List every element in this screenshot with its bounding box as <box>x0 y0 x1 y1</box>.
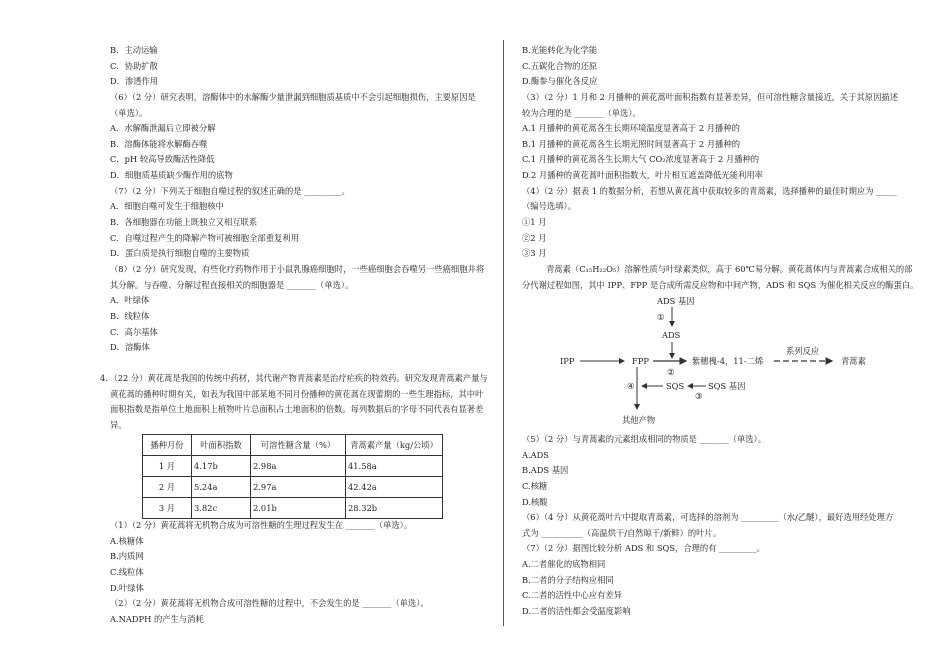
text-line: A.二者催化的底物相同 <box>522 559 606 570</box>
column-divider <box>503 40 504 626</box>
table-header: 可溶性糖含量（%） <box>251 435 346 456</box>
sqs-gene-label: SQS 基因 <box>708 381 746 391</box>
text-line: C．自噬过程产生的降解产物可被细胞全部重复利用 <box>110 232 299 243</box>
text-line: C.五碳化合物的还原 <box>522 60 598 71</box>
table-cell: 1 月 <box>143 456 192 477</box>
ads-label: ADS <box>662 330 681 340</box>
text-line: （6）（2 分）研究表明，溶酶体中的水解酶少量泄漏到细胞质基质中不会引起细胞损伤，主要原因是 <box>110 91 476 102</box>
text-line: C.二者的活性中心应有差异 <box>522 590 622 601</box>
text-line: （7）（2 分）下列关于细胞自噬过程的叙述正确的是 _________。 <box>110 185 350 196</box>
text-line: B.二者的分子结构应相同 <box>522 574 614 585</box>
text-line: A．细胞自噬可发生于细胞核中 <box>110 201 224 212</box>
table-cell: 3.82c <box>192 498 251 519</box>
text-line: B.ADS 基因 <box>522 465 569 476</box>
right-column-block-1 <box>522 43 898 262</box>
table-cell: 5.24a <box>192 477 251 498</box>
text-line: 较为合理的是 _______（单选）。 <box>522 107 641 118</box>
table-cell: 2.98a <box>251 456 346 477</box>
text-line: B.1 月播种的黄花蒿各生长期光照时间显著高于 2 月播种的 <box>522 138 741 149</box>
text-line: D.酶参与催化各反应 <box>522 76 598 87</box>
text-line: （3）（2 分）1 月和 2 月播种的黄花蒿叶面积指数有显著差异，但可溶性糖含量接近，关于其原因描述 <box>522 91 898 102</box>
text-line: C.1 月播种的黄花蒿各生长期大气 CO₂浓度显著高于 2 月播种的 <box>522 154 760 165</box>
step-2-label: ② <box>667 367 675 377</box>
text-line: ③3 月 <box>522 248 547 259</box>
text-line: C．高尔基体 <box>110 326 158 337</box>
left-column-block-1 <box>110 43 484 356</box>
text-line: A.NADPH 的产生与消耗 <box>110 613 204 624</box>
text-line: A.核糖体 <box>110 535 144 546</box>
text-line: B．溶酶体能将水解酶吞噬 <box>110 138 208 149</box>
table-cell: 42.42a <box>346 477 443 498</box>
text-line: D．渗透作用 <box>110 76 159 87</box>
step-4-label: ④ <box>627 381 635 391</box>
text-line: 分代谢过程如图，其中 IPP、FPP 是合成所需反应物和中间产物，ADS 和 SQS 为催化相关反应的酶蛋白。 <box>522 279 919 290</box>
question-4-stem <box>100 371 488 434</box>
table-cell: 2 月 <box>143 477 192 498</box>
table-cell: 28.32b <box>346 498 443 519</box>
fpp-label: FPP <box>632 356 649 366</box>
text-line: 式为 __________（高温烘干/自然晾干/新鲜）的叶片。 <box>522 527 722 538</box>
text-line: D.核酸 <box>522 496 548 507</box>
text-line: （2）（2 分）黄花蒿将无机物合成可溶性糖的过程中，不会发生的是 _______（单选）。 <box>110 598 429 609</box>
text-line: （编号选填）。 <box>522 201 576 212</box>
text-line: B．主动运输 <box>110 45 158 55</box>
left-column-block-2 <box>110 518 429 627</box>
pathway-diagram <box>520 295 900 430</box>
data-table <box>142 434 443 519</box>
text-line: B.内质网 <box>110 551 144 562</box>
text-line: D.2 月播种的黄花蒿叶面积指数大，叶片相互遮盖降低光能利用率 <box>522 170 763 181</box>
text-line: D．蛋白质是执行细胞自噬的主要物质 <box>110 248 250 259</box>
ads-gene-label: ADS 基因 <box>657 296 695 306</box>
table-cell: 4.17b <box>192 456 251 477</box>
table-cell: 2.97a <box>251 477 346 498</box>
text-line: （4）（2 分）据表 1 的数据分析，若想从黄花蒿中获取较多的青蒿素，选择播种的最佳时期应为 _____ <box>522 185 897 196</box>
text-line: C．协助扩散 <box>110 60 158 71</box>
table-row <box>143 477 443 498</box>
text-line: 黄花蒿的播种时期有关，如表为我国中部某地不同月份播种的黄花蒿在现蕾期的一些生理指标，其中叶 <box>110 388 484 399</box>
series-reaction-label: 系列反应 <box>786 346 820 356</box>
text-line: A.ADS <box>522 449 549 460</box>
text-line: 4．（22 分）黄花蒿是我国的传统中药材，其代谢产物青蒿素是治疗疟疾的特效药。研究发现青蒿素产量与 <box>100 373 488 383</box>
table-header-row <box>143 435 443 456</box>
text-line: ②2 月 <box>522 232 547 243</box>
text-line: A．水解酶泄漏后立即被分解 <box>110 123 216 134</box>
text-line: D.二者的活性都会受温度影响 <box>522 606 631 617</box>
table-header: 播种月份 <box>143 435 192 456</box>
text-line: 其分解。与吞噬、分解过程直接相关的细胞器是 _______（单选）。 <box>110 279 354 290</box>
table-header: 青蒿素产量（kg/公顷） <box>346 435 443 456</box>
text-line: D.叶绿体 <box>110 582 144 593</box>
text-line: （单选）。 <box>110 107 148 118</box>
text-line: （8）（2 分）研究发现，有些化疗药物作用于小鼠乳腺癌细胞时，一些癌细胞会吞噬另一些癌细胞并将 <box>110 263 485 274</box>
text-line: D．溶酶体 <box>110 342 150 353</box>
text-line: （1）（2 分）黄花蒿将无机物合成为可溶性糖的生理过程发生在 _______（单选）。 <box>110 520 413 530</box>
right-column-block-2 <box>522 432 893 620</box>
text-line: C.线粒体 <box>110 566 144 577</box>
diagram-intro <box>522 262 918 293</box>
text-line: （6）（4 分）从黄花蒿叶片中提取青蒿素，可选择的溶剂为 _________（水/乙醚），最好选用经处理方 <box>522 512 894 523</box>
table-cell: 2.01b <box>251 498 346 519</box>
table-cell: 41.58a <box>346 456 443 477</box>
text-line: （7）（2 分）据图比较分析 ADS 和 SQS，合理的有 _________。 <box>522 543 765 554</box>
text-line: A．叶绿体 <box>110 295 150 306</box>
text-line: 异。 <box>110 419 127 430</box>
text-line: B.光能转化为化学能 <box>522 45 598 55</box>
text-line: ①1 月 <box>522 217 547 228</box>
table-cell: 3 月 <box>143 498 192 519</box>
text-line: C．pH 较高导致酶活性降低 <box>110 154 215 165</box>
text-line: D．细胞质基质缺少酶作用的底物 <box>110 170 233 181</box>
other-products-label: 其他产物 <box>622 415 656 425</box>
table-header: 叶面积指数 <box>192 435 251 456</box>
amorphadiene-label: 紫穗槐-4，11-二烯 <box>692 356 764 366</box>
artemisinin-label: 青蒿素 <box>841 356 866 366</box>
text-line: 青蒿素（C₁₅H₂₂O₅）溶解性质与叶绿素类似，高于 60℃易分解。黄花蒿体内与青蒿素合成相关的部 <box>546 264 913 274</box>
text-line: 面积指数是指单位土地面积上植物叶片总面积占土地面积的倍数。每列数据后的字母不同代表有显著差 <box>110 404 484 415</box>
sqs-label: SQS <box>666 381 685 391</box>
text-line: C.核糖 <box>522 480 548 491</box>
text-line: B．各细胞器在功能上既独立又相互联系 <box>110 217 258 228</box>
step-1-label: ① <box>657 312 665 322</box>
text-line: A.1 月播种的黄花蒿各生长期环境温度显著高于 2 月播种的 <box>522 123 740 134</box>
step-3-label: ③ <box>695 391 703 401</box>
table-row <box>143 456 443 477</box>
table-row <box>143 498 443 519</box>
text-line: B．线粒体 <box>110 310 150 321</box>
text-line: （5）（2 分）与青蒿素的元素组成相同的物质是 _______（单选）。 <box>522 434 766 444</box>
ipp-label: IPP <box>560 356 575 366</box>
